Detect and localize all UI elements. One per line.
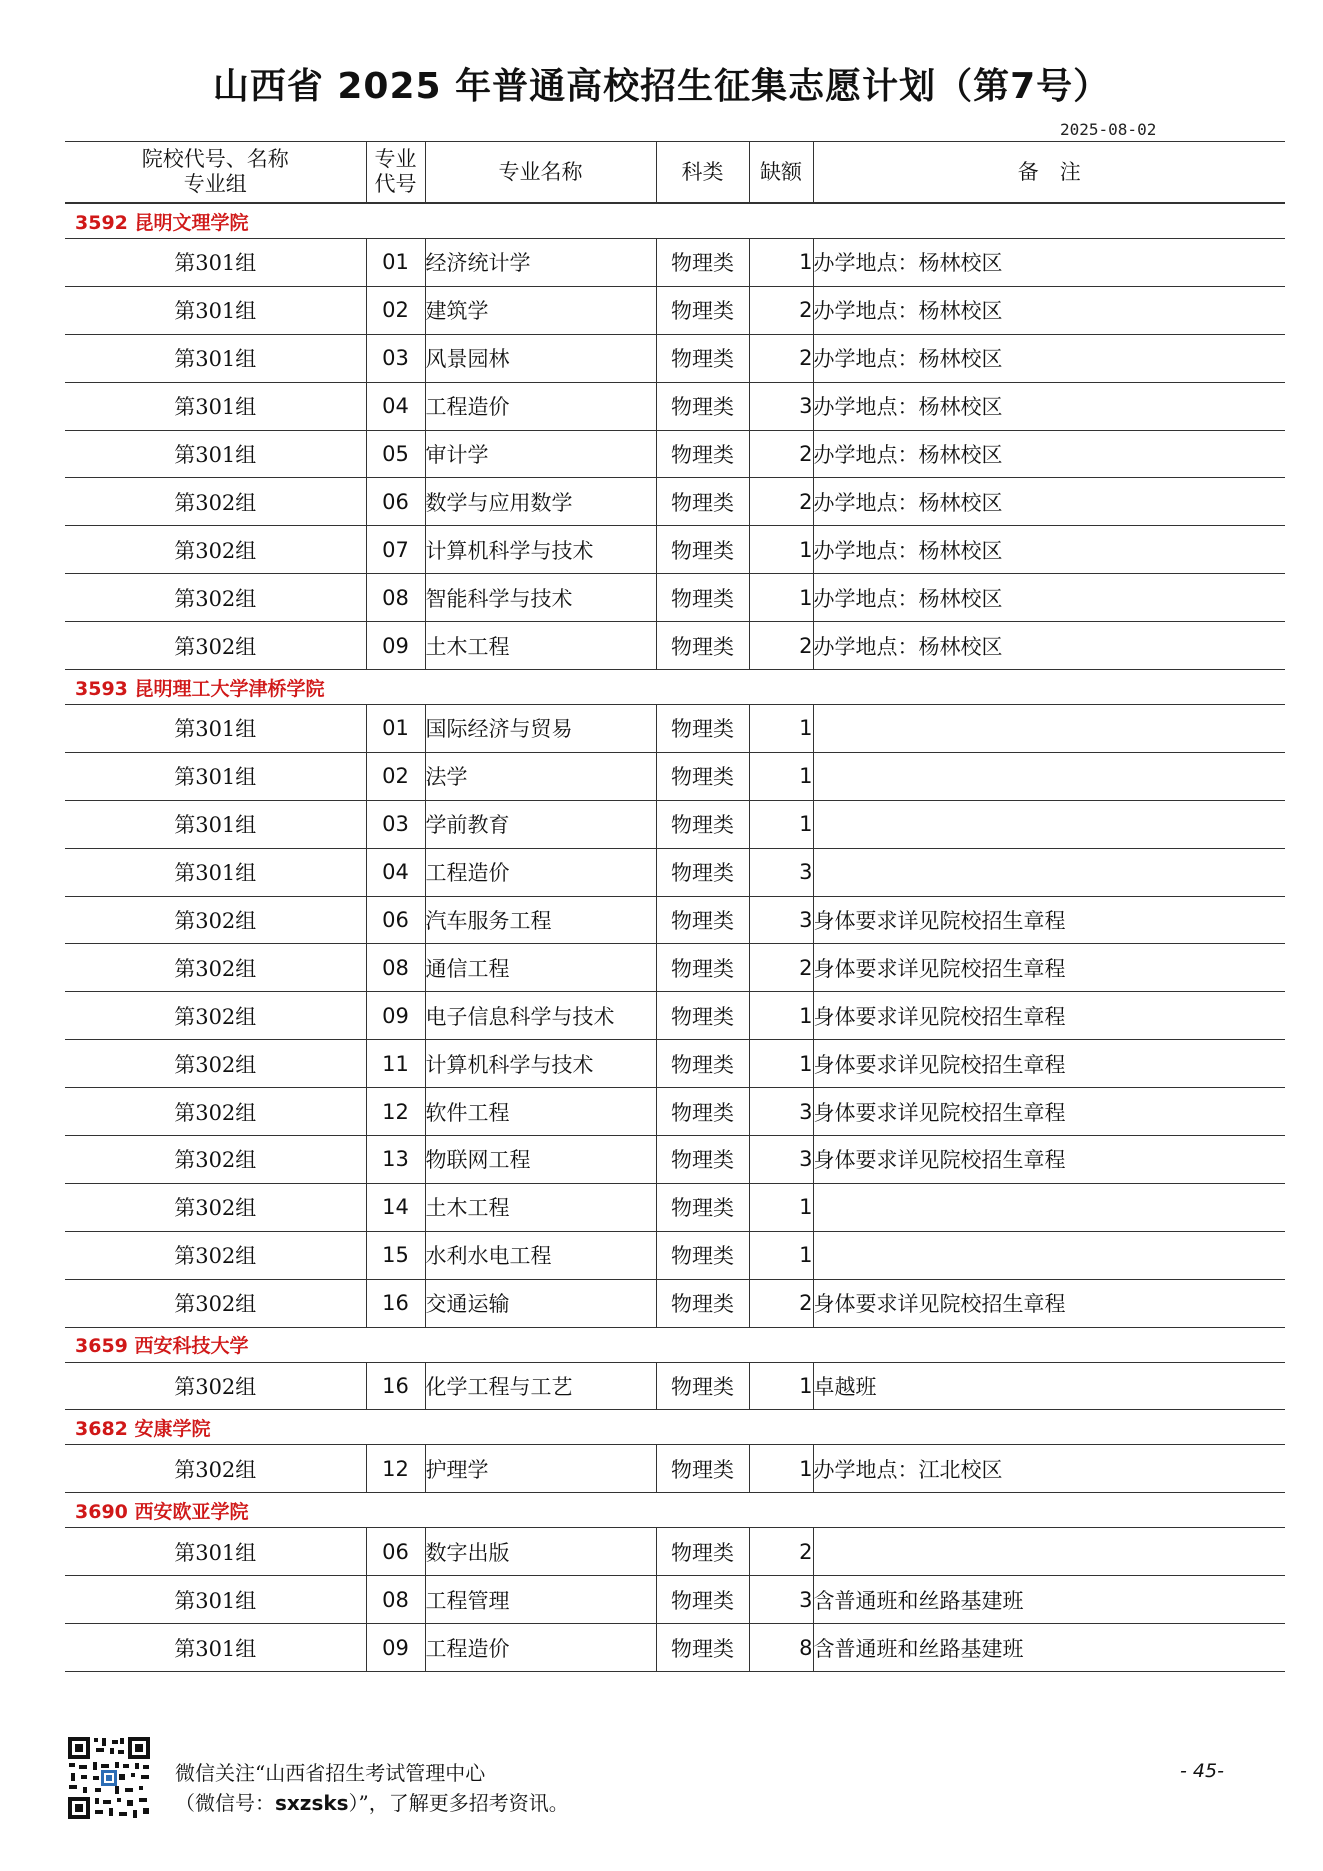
- major-name-cell: 学前教育: [425, 800, 656, 848]
- major-code-cell: 16: [366, 1279, 425, 1327]
- note-cell: 含普通班和丝路基建班: [813, 1576, 1285, 1624]
- category-cell: 物理类: [656, 1279, 749, 1327]
- major-name-cell: 工程管理: [425, 1576, 656, 1624]
- school-row: [65, 1327, 1285, 1362]
- category-cell: 物理类: [656, 848, 749, 896]
- note-cell: 身体要求详见院校招生章程: [813, 1088, 1285, 1136]
- major-code-cell: 12: [366, 1088, 425, 1136]
- group-cell: 第301组: [65, 239, 366, 287]
- note-cell: [813, 752, 1285, 800]
- note-cell: 身体要求详见院校招生章程: [813, 992, 1285, 1040]
- major-name-cell: 化学工程与工艺: [425, 1362, 656, 1410]
- table-row: [65, 752, 1285, 800]
- major-code-cell: 06: [366, 896, 425, 944]
- school-name: 3690 西安欧亚学院: [65, 1493, 1285, 1528]
- quota-cell: 2: [749, 1528, 813, 1576]
- note-cell: 卓越班: [813, 1362, 1285, 1410]
- category-cell: 物理类: [656, 752, 749, 800]
- quota-cell: 3: [749, 1088, 813, 1136]
- quota-cell: 1: [749, 1362, 813, 1410]
- quota-cell: 1: [749, 1040, 813, 1088]
- category-cell: 物理类: [656, 1576, 749, 1624]
- table-row: [65, 1362, 1285, 1410]
- major-code-cell: 15: [366, 1231, 425, 1279]
- category-cell: 物理类: [656, 622, 749, 670]
- wechat-handle: sxzsks: [275, 1791, 349, 1815]
- major-code-cell: 09: [366, 622, 425, 670]
- header-school-line2: 专业组: [183, 172, 247, 196]
- major-name-cell: 计算机科学与技术: [425, 526, 656, 574]
- major-name-cell: 工程造价: [425, 848, 656, 896]
- note-cell: [813, 1528, 1285, 1576]
- group-cell: 第301组: [65, 286, 366, 334]
- school-name: 3682 安康学院: [65, 1410, 1285, 1445]
- table-row: [65, 1040, 1285, 1088]
- major-code-cell: 11: [366, 1040, 425, 1088]
- major-code-cell: 08: [366, 1576, 425, 1624]
- major-name-cell: 交通运输: [425, 1279, 656, 1327]
- note-cell: 含普通班和丝路基建班: [813, 1624, 1285, 1672]
- major-name-cell: 经济统计学: [425, 239, 656, 287]
- table-row: [65, 800, 1285, 848]
- table-header-row: [65, 142, 1285, 204]
- note-cell: 办学地点：杨林校区: [813, 622, 1285, 670]
- major-name-cell: 计算机科学与技术: [425, 1040, 656, 1088]
- note-cell: 办学地点：杨林校区: [813, 334, 1285, 382]
- header-code-line2: 代号: [374, 172, 417, 196]
- table-row: [65, 1576, 1285, 1624]
- major-code-cell: 13: [366, 1136, 425, 1184]
- group-cell: 第301组: [65, 430, 366, 478]
- table-row: [65, 334, 1285, 382]
- category-cell: 物理类: [656, 800, 749, 848]
- category-cell: 物理类: [656, 334, 749, 382]
- note-cell: [813, 800, 1285, 848]
- quota-cell: 1: [749, 1231, 813, 1279]
- group-cell: 第301组: [65, 1528, 366, 1576]
- group-cell: 第301组: [65, 382, 366, 430]
- major-code-cell: 09: [366, 992, 425, 1040]
- footer-notice: [175, 1758, 569, 1818]
- header-school-line1: 院校代号、名称: [141, 147, 289, 171]
- group-cell: 第302组: [65, 478, 366, 526]
- quota-cell: 2: [749, 944, 813, 992]
- note-cell: 身体要求详见院校招生章程: [813, 1040, 1285, 1088]
- major-code-cell: 06: [366, 478, 425, 526]
- note-cell: [813, 1231, 1285, 1279]
- quota-cell: 2: [749, 1279, 813, 1327]
- table-row: [65, 239, 1285, 287]
- major-name-cell: 通信工程: [425, 944, 656, 992]
- note-cell: 办学地点：杨林校区: [813, 574, 1285, 622]
- group-cell: 第302组: [65, 1362, 366, 1410]
- quota-cell: 1: [749, 526, 813, 574]
- major-code-cell: 02: [366, 752, 425, 800]
- category-cell: 物理类: [656, 526, 749, 574]
- note-cell: 办学地点：杨林校区: [813, 286, 1285, 334]
- note-cell: 身体要求详见院校招生章程: [813, 1136, 1285, 1184]
- group-cell: 第302组: [65, 574, 366, 622]
- note-cell: 办学地点：江北校区: [813, 1445, 1285, 1493]
- quota-cell: 1: [749, 1183, 813, 1231]
- group-cell: 第302组: [65, 1279, 366, 1327]
- table-row: [65, 992, 1285, 1040]
- category-cell: 物理类: [656, 1088, 749, 1136]
- plan-table: [65, 141, 1285, 1672]
- quota-cell: 1: [749, 574, 813, 622]
- major-code-cell: 04: [366, 382, 425, 430]
- group-cell: 第302组: [65, 1088, 366, 1136]
- note-cell: 办学地点：杨林校区: [813, 526, 1285, 574]
- group-cell: 第302组: [65, 1231, 366, 1279]
- category-cell: 物理类: [656, 382, 749, 430]
- quota-cell: 1: [749, 800, 813, 848]
- major-name-cell: 智能科学与技术: [425, 574, 656, 622]
- category-cell: 物理类: [656, 992, 749, 1040]
- quota-cell: 2: [749, 286, 813, 334]
- quota-cell: 3: [749, 382, 813, 430]
- footer-line2-suffix: ）”，了解更多招考资讯。: [348, 1791, 569, 1815]
- quota-cell: 8: [749, 1624, 813, 1672]
- header-school: [65, 142, 366, 204]
- table-row: [65, 1183, 1285, 1231]
- group-cell: 第302组: [65, 622, 366, 670]
- major-name-cell: 工程造价: [425, 1624, 656, 1672]
- note-cell: [813, 1183, 1285, 1231]
- table-row: [65, 1445, 1285, 1493]
- quota-cell: 1: [749, 752, 813, 800]
- school-name: 3659 西安科技大学: [65, 1327, 1285, 1362]
- category-cell: 物理类: [656, 896, 749, 944]
- major-name-cell: 建筑学: [425, 286, 656, 334]
- group-cell: 第301组: [65, 800, 366, 848]
- header-code-line1: 专业: [374, 147, 417, 171]
- note-cell: 办学地点：杨林校区: [813, 382, 1285, 430]
- group-cell: 第302组: [65, 1040, 366, 1088]
- major-name-cell: 电子信息科学与技术: [425, 992, 656, 1040]
- note-cell: 身体要求详见院校招生章程: [813, 1279, 1285, 1327]
- group-cell: 第301组: [65, 1576, 366, 1624]
- header-category: 科类: [656, 142, 749, 204]
- table-row: [65, 1624, 1285, 1672]
- qr-code-icon: [66, 1735, 152, 1821]
- major-name-cell: 数学与应用数学: [425, 478, 656, 526]
- major-name-cell: 软件工程: [425, 1088, 656, 1136]
- quota-cell: 2: [749, 430, 813, 478]
- group-cell: 第301组: [65, 334, 366, 382]
- header-quota: 缺额: [749, 142, 813, 204]
- quota-cell: 3: [749, 848, 813, 896]
- table-row: [65, 478, 1285, 526]
- page-number: - 45-: [1180, 1760, 1224, 1782]
- major-name-cell: 审计学: [425, 430, 656, 478]
- major-name-cell: 工程造价: [425, 382, 656, 430]
- table-row: [65, 944, 1285, 992]
- major-code-cell: 08: [366, 574, 425, 622]
- footer-line2-prefix: （微信号：: [175, 1791, 275, 1815]
- footer-line2: [175, 1788, 569, 1818]
- major-name-cell: 护理学: [425, 1445, 656, 1493]
- category-cell: 物理类: [656, 705, 749, 753]
- table-row: [65, 286, 1285, 334]
- quota-cell: 1: [749, 1445, 813, 1493]
- note-cell: 身体要求详见院校招生章程: [813, 944, 1285, 992]
- group-cell: 第302组: [65, 896, 366, 944]
- major-name-cell: 国际经济与贸易: [425, 705, 656, 753]
- major-code-cell: 08: [366, 944, 425, 992]
- table-row: [65, 896, 1285, 944]
- header-major: 专业名称: [425, 142, 656, 204]
- category-cell: 物理类: [656, 1362, 749, 1410]
- quota-cell: 1: [749, 992, 813, 1040]
- table-row: [65, 526, 1285, 574]
- quota-cell: 2: [749, 478, 813, 526]
- table-row: [65, 1088, 1285, 1136]
- table-row: [65, 1279, 1285, 1327]
- major-name-cell: 土木工程: [425, 1183, 656, 1231]
- category-cell: 物理类: [656, 574, 749, 622]
- note-cell: [813, 848, 1285, 896]
- category-cell: 物理类: [656, 1183, 749, 1231]
- major-name-cell: 风景园林: [425, 334, 656, 382]
- quota-cell: 3: [749, 896, 813, 944]
- quota-cell: 2: [749, 622, 813, 670]
- quota-cell: 3: [749, 1136, 813, 1184]
- footer-line1: 微信关注“山西省招生考试管理中心: [175, 1761, 486, 1785]
- major-name-cell: 数字出版: [425, 1528, 656, 1576]
- group-cell: 第302组: [65, 1136, 366, 1184]
- major-code-cell: 04: [366, 848, 425, 896]
- major-code-cell: 16: [366, 1362, 425, 1410]
- page-title: 山西省 2025 年普通高校招生征集志愿计划（第7号）: [212, 66, 1111, 107]
- publish-date: 2025-08-02: [1060, 120, 1157, 139]
- group-cell: 第301组: [65, 752, 366, 800]
- group-cell: 第302组: [65, 1183, 366, 1231]
- major-code-cell: 09: [366, 1624, 425, 1672]
- major-code-cell: 07: [366, 526, 425, 574]
- major-code-cell: 06: [366, 1528, 425, 1576]
- quota-cell: 1: [749, 239, 813, 287]
- school-name: 3593 昆明理工大学津桥学院: [65, 670, 1285, 705]
- note-cell: [813, 705, 1285, 753]
- group-cell: 第301组: [65, 1624, 366, 1672]
- header-code: [366, 142, 425, 204]
- note-cell: 办学地点：杨林校区: [813, 430, 1285, 478]
- table-row: [65, 705, 1285, 753]
- header-note: 备 注: [813, 142, 1285, 204]
- category-cell: 物理类: [656, 1445, 749, 1493]
- category-cell: 物理类: [656, 944, 749, 992]
- major-name-cell: 土木工程: [425, 622, 656, 670]
- group-cell: 第302组: [65, 1445, 366, 1493]
- major-code-cell: 05: [366, 430, 425, 478]
- note-cell: 办学地点：杨林校区: [813, 239, 1285, 287]
- major-name-cell: 法学: [425, 752, 656, 800]
- school-name: 3592 昆明文理学院: [65, 203, 1285, 239]
- major-name-cell: 水利水电工程: [425, 1231, 656, 1279]
- major-code-cell: 12: [366, 1445, 425, 1493]
- note-cell: 办学地点：杨林校区: [813, 478, 1285, 526]
- group-cell: 第301组: [65, 705, 366, 753]
- major-code-cell: 14: [366, 1183, 425, 1231]
- category-cell: 物理类: [656, 430, 749, 478]
- category-cell: 物理类: [656, 1040, 749, 1088]
- category-cell: 物理类: [656, 1231, 749, 1279]
- category-cell: 物理类: [656, 1528, 749, 1576]
- table-row: [65, 574, 1285, 622]
- table-row: [65, 430, 1285, 478]
- table-row: [65, 382, 1285, 430]
- school-row: [65, 1493, 1285, 1528]
- major-code-cell: 01: [366, 705, 425, 753]
- table-row: [65, 622, 1285, 670]
- table-row: [65, 1136, 1285, 1184]
- school-row: [65, 670, 1285, 705]
- major-code-cell: 01: [366, 239, 425, 287]
- major-code-cell: 03: [366, 800, 425, 848]
- major-name-cell: 物联网工程: [425, 1136, 656, 1184]
- group-cell: 第302组: [65, 526, 366, 574]
- major-code-cell: 02: [366, 286, 425, 334]
- quota-cell: 3: [749, 1576, 813, 1624]
- category-cell: 物理类: [656, 239, 749, 287]
- note-cell: 身体要求详见院校招生章程: [813, 896, 1285, 944]
- category-cell: 物理类: [656, 286, 749, 334]
- category-cell: 物理类: [656, 1136, 749, 1184]
- group-cell: 第302组: [65, 944, 366, 992]
- school-row: [65, 1410, 1285, 1445]
- table-row: [65, 848, 1285, 896]
- major-name-cell: 汽车服务工程: [425, 896, 656, 944]
- category-cell: 物理类: [656, 1624, 749, 1672]
- table-row: [65, 1231, 1285, 1279]
- quota-cell: 1: [749, 705, 813, 753]
- category-cell: 物理类: [656, 478, 749, 526]
- school-row: [65, 203, 1285, 239]
- group-cell: 第302组: [65, 992, 366, 1040]
- table-row: [65, 1528, 1285, 1576]
- major-code-cell: 03: [366, 334, 425, 382]
- group-cell: 第301组: [65, 848, 366, 896]
- table-body: [65, 203, 1285, 1672]
- quota-cell: 2: [749, 334, 813, 382]
